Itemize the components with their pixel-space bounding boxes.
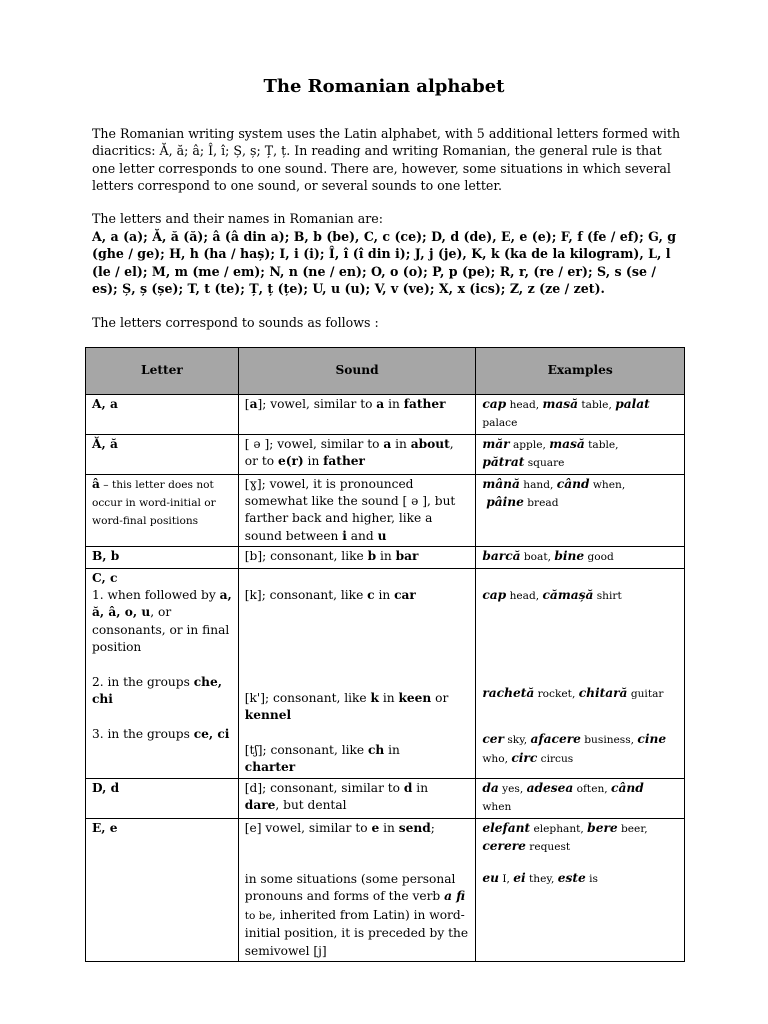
- sound-text: in: [379, 820, 399, 835]
- sound-example-word: car: [394, 587, 416, 602]
- sound-letter: b: [367, 549, 377, 564]
- examples-cell: [476, 395, 685, 435]
- sound-cell: [238, 434, 476, 474]
- example-gloss: guitar: [627, 688, 664, 701]
- example-word: eu: [482, 871, 499, 886]
- example-word: masă: [542, 397, 579, 411]
- example-word: când: [611, 780, 644, 795]
- example-gloss: when,: [589, 478, 626, 491]
- rule-text: 1. when followed by: [92, 588, 220, 603]
- example-gloss: when: [482, 801, 512, 814]
- example-gloss: square: [524, 457, 565, 470]
- example-gloss: I,: [498, 873, 514, 886]
- sound-cell: [238, 818, 476, 961]
- examples-cell: [476, 818, 685, 961]
- sound-text: , or to: [244, 436, 454, 469]
- sound-example-word: bar: [395, 549, 419, 564]
- example-gloss: head,: [506, 589, 543, 602]
- example-word: cerere: [482, 838, 526, 853]
- sound-text: in: [303, 454, 324, 469]
- rule-text: 3. in the groups: [92, 726, 194, 741]
- example-word: cap: [482, 397, 507, 411]
- letters-intro: The letters and their names in Romanian are:: [92, 211, 383, 226]
- sound-example-word: kennel: [244, 708, 292, 723]
- sound-verb: a fi: [444, 889, 466, 904]
- table-row: [86, 547, 685, 568]
- letter-cell: [86, 474, 239, 547]
- example-gloss: boat,: [520, 551, 555, 564]
- sound-letter: i: [342, 528, 347, 543]
- sound-letter: a: [376, 397, 385, 411]
- sound-letter: e: [371, 820, 380, 835]
- letter: Ă, ă: [92, 436, 118, 451]
- table-row: [86, 818, 685, 961]
- example-word: circ: [511, 750, 538, 765]
- example-gloss: request: [525, 840, 571, 853]
- rule-letters: che, chi: [92, 674, 222, 707]
- sound-text: [ ə ]; vowel, similar to: [244, 436, 384, 451]
- example-word: barcă: [482, 549, 521, 564]
- sound-text: [: [244, 397, 250, 411]
- sound-cell: [238, 395, 476, 435]
- example-gloss: sky,: [503, 734, 531, 747]
- sound-text: [e] vowel, similar to: [244, 820, 372, 835]
- sound-cell: [238, 474, 476, 547]
- letter: â: [92, 476, 100, 491]
- example-word: adesea: [526, 780, 574, 795]
- example-gloss: shirt: [593, 589, 622, 602]
- example-gloss: often,: [573, 782, 612, 795]
- sound-text: in some situations (some personal pronouns and forms of the verb: [244, 871, 456, 904]
- sounds-intro: The letters correspond to sounds as follows :: [92, 315, 379, 330]
- example-gloss: head,: [506, 399, 543, 411]
- table-row: [86, 434, 685, 474]
- sound-text: in: [384, 397, 404, 411]
- letter-cell: [86, 818, 239, 961]
- example-word: bine: [554, 549, 585, 564]
- sound-cell: [238, 778, 476, 818]
- example-gloss: beer,: [617, 822, 648, 835]
- sound-letter: e(r): [277, 454, 304, 469]
- header-sound: Sound: [238, 348, 476, 395]
- example-gloss: they,: [525, 873, 558, 886]
- sound-letter: u: [377, 528, 387, 543]
- example-word: când: [556, 476, 590, 491]
- sound-example-word: father: [403, 397, 446, 411]
- example-word: chitară: [578, 686, 628, 701]
- intro-paragraph: The Romanian writing system uses the Latin alphabet, with 5 additional letters formed with diacritics: Ă, ă; â; Î, î; Ș, ș; Ț, ț. In reading and writing Romanian, the general rule is that one letter corresponds to one sound. There are, however, some situations in which several letters correspond to one sound, or several sounds to one letter.: [92, 126, 681, 194]
- example-word: cer: [482, 732, 504, 747]
- sound-cell: [238, 568, 476, 778]
- sound-text: [k]; consonant, like: [244, 587, 368, 602]
- sound-example-word: about: [410, 436, 450, 451]
- example-word: pâine: [486, 495, 524, 510]
- rule-letters: ce, ci: [193, 726, 230, 741]
- letter: E, e: [92, 820, 118, 835]
- table-header-row: [86, 348, 685, 395]
- sound-letter: c: [367, 587, 375, 602]
- example-word: pătrat: [482, 455, 525, 470]
- sound-text: [b]; consonant, like: [244, 549, 368, 564]
- examples-cell: [476, 568, 685, 778]
- example-gloss: yes,: [498, 782, 527, 795]
- sound-cell: [238, 547, 476, 568]
- alphabet-table: [85, 347, 685, 962]
- header-letter: Letter: [86, 348, 239, 395]
- example-word: masă: [549, 436, 585, 451]
- letter: D, d: [92, 780, 120, 795]
- sound-example-word: send: [398, 820, 431, 835]
- letter: A, a: [92, 397, 118, 411]
- example-word: este: [557, 871, 586, 886]
- letters-list: A, a (a); Ă, ă (ă); â (â din a); B, b (be), C, c (ce); D, d (de), E, e (e); F, f (fe / ef); G, g (ghe / ge); H, h (ha / haș); I, i (i); Î, î (î din i); J, j (je), K, k (ka de la kilogram), L, l (le / el); M, m (me / em); N, n (ne / en); O, o (o); P, p (pe); R, r, (re / er); S, s (se / es); Ș, ș (șe); T, t (te); Ț, ț (țe); U, u (u); V, v (ve); X, x (ics); Z, z (ze / zet).: [92, 229, 677, 297]
- example-gloss: business,: [580, 734, 638, 747]
- example-gloss: palace: [482, 417, 518, 430]
- rule-text: 2. in the groups: [92, 674, 194, 689]
- example-gloss: elephant,: [530, 822, 588, 835]
- sound-text: and: [346, 528, 378, 543]
- sound-letter: k: [370, 691, 379, 706]
- header-examples: Examples: [476, 348, 685, 395]
- example-gloss: hand,: [519, 478, 557, 491]
- table-row: [86, 568, 685, 778]
- sound-example-word: father: [323, 454, 365, 469]
- example-word: ei: [513, 871, 526, 886]
- examples-cell: [476, 547, 685, 568]
- sound-text: ]; vowel, similar to: [257, 397, 377, 411]
- rule-letters: a, ă, â, o, u: [92, 588, 232, 620]
- sound-text: in: [391, 436, 411, 451]
- sound-example-word: keen: [398, 691, 432, 706]
- example-gloss: who,: [482, 752, 512, 765]
- examples-cell: [476, 474, 685, 547]
- sound-text: or: [431, 691, 449, 706]
- example-word: da: [482, 780, 499, 795]
- table-row: [86, 778, 685, 818]
- example-word: cămașă: [542, 587, 594, 602]
- example-gloss: bread: [523, 497, 559, 510]
- sound-example-word: charter: [244, 760, 296, 775]
- example-word: elefant: [482, 820, 531, 835]
- example-gloss: circus: [537, 752, 574, 765]
- example-gloss: rocket,: [534, 688, 579, 701]
- letter-cell: [86, 547, 239, 568]
- table-row: [86, 474, 685, 547]
- example-word: afacere: [530, 732, 581, 747]
- page-title: The Romanian alphabet: [263, 76, 505, 97]
- sound-text: [tʃ]; consonant, like: [244, 742, 368, 757]
- letter: C, c: [92, 570, 118, 585]
- letter-cell: [86, 395, 239, 435]
- example-gloss: good: [584, 551, 614, 564]
- sound-text: [d]; consonant, similar to: [244, 780, 404, 795]
- sound-symbol: a: [249, 397, 258, 411]
- example-word: rachetă: [482, 686, 535, 701]
- letter-note: – this letter does not occur in word-initial or word-final positions: [92, 478, 216, 528]
- sound-letter: d: [403, 780, 413, 795]
- sound-text: ;: [430, 820, 435, 835]
- sound-text: in: [374, 587, 395, 602]
- example-gloss: apple,: [509, 438, 550, 451]
- sound-text: in: [376, 549, 396, 564]
- example-word: mână: [482, 476, 520, 491]
- example-word: cap: [482, 587, 507, 602]
- examples-cell: [476, 434, 685, 474]
- example-gloss: is: [585, 873, 598, 886]
- examples-cell: [476, 778, 685, 818]
- sound-gloss: to be: [244, 909, 272, 922]
- example-word: bere: [587, 820, 618, 835]
- letter-cell: [86, 778, 239, 818]
- letter-cell: [86, 434, 239, 474]
- sound-text: , inherited from Latin) in word-initial position, it is preceded by the semivowel [j]: [244, 907, 469, 958]
- sound-example-word: dare: [244, 798, 276, 813]
- sound-text: in: [412, 780, 429, 795]
- sound-letter: ch: [367, 742, 385, 757]
- letter-cell: [86, 568, 239, 778]
- sound-text: , but dental: [275, 798, 347, 813]
- example-word: palat: [615, 397, 650, 411]
- table-row: [86, 395, 685, 435]
- example-word: cine: [637, 732, 667, 747]
- example-word: măr: [482, 436, 510, 451]
- example-gloss: table,: [584, 438, 619, 451]
- sound-text: in: [384, 742, 400, 757]
- sound-text: [ɣ]; vowel, it is pronounced somewhat like the sound [ ə ], but farther back and higher, like a sound between: [244, 476, 456, 543]
- sound-text: [k']; consonant, like: [244, 691, 371, 706]
- sound-letter: a: [383, 436, 392, 451]
- example-gloss: table,: [578, 399, 616, 411]
- letter: B, b: [92, 549, 120, 564]
- sound-text: in: [378, 691, 399, 706]
- rule-text: , or consonants, or in final position: [92, 605, 230, 655]
